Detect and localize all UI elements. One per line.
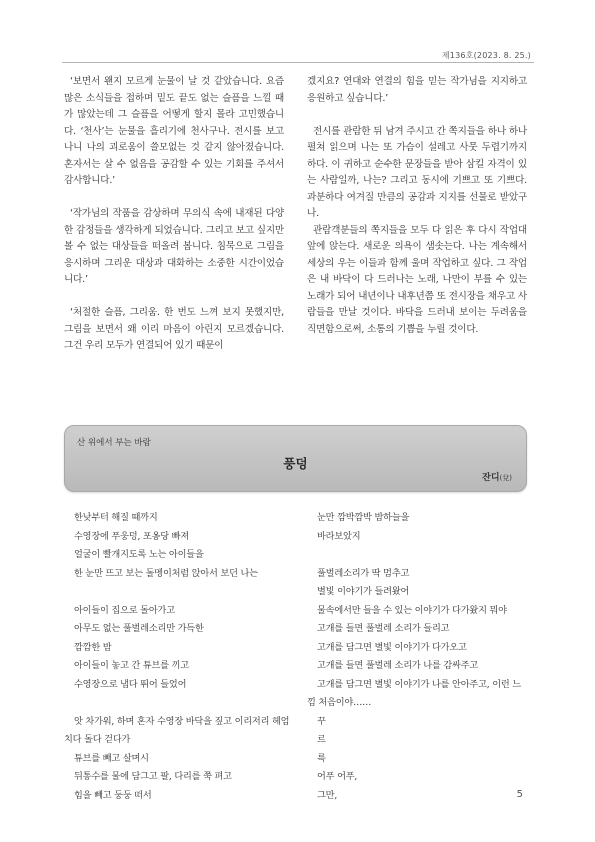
poem-author bbox=[482, 470, 512, 483]
poem-line: 수영장으로 냅다 뛰어 들었어 bbox=[74, 678, 187, 690]
essay-paragraph: 관람객분들의 쪽지들을 모두 다 읽은 후 다시 작업대 앞에 앉는다. 새로운 의욕이 샘솟는다. 나는 계속해서 세상의 우는 이들과 함께 울며 작업하고 싶다. 그 작업은 내 바닥이 다 드러나는 노래, 나만이 부를 수 있는 노래가 되어 내년이나 내후년쯤 또 전시장을 채우고 사람들을 만날 것이다. 바닥을 드러내 보이는 두려움을 직면함으로써, 소통의 기쁨을 누릴 것이다. bbox=[307, 224, 527, 335]
essay-right-column bbox=[307, 74, 527, 338]
essay-paragraph: ‘처절한 슬픔, 그리움. 한 번도 느껴 보지 못했지만, 그림을 보면서 왜 이리 마음이 아린지 모르겠습니다. 그건 우리 모두가 연결되어 있기 때문이 bbox=[64, 307, 284, 351]
essay-paragraph: 전시를 관람한 뒤 남겨 주시고 간 쪽지들을 하나 하나 펼쳐 읽으며 나는 또 가슴이 설레고 사뭇 두렵기까지 하다. 이 귀하고 순수한 문장들을 받아 삼킬 자격이 있는 사람일까, 나는? 그리고 동시에 기쁘고 또 기쁘다. 과분하다 여겨질 만큼의 공감과 지지를 선물로 받았구나. bbox=[307, 125, 527, 219]
poem-line: 한 눈만 뜨고 보는 돌멩이처럼 앉아서 보던 나는 bbox=[74, 567, 258, 579]
stanza-break bbox=[64, 694, 294, 713]
poem-line: 꾸 bbox=[317, 715, 326, 727]
poem-line: 아이들이 놓고 간 튜브를 끼고 bbox=[74, 660, 189, 671]
poem-line: 깜깜한 밤 bbox=[74, 641, 112, 653]
poem-line: 얼굴이 빨개지도록 노는 아이들을 bbox=[74, 549, 204, 560]
header-divider bbox=[62, 62, 534, 63]
essay-paragraph: ‘보면서 왠지 모르게 눈물이 날 것 같았습니다. 요즘 많은 소식들을 접하며 밑도 끝도 없는 슬픔을 느낄 때가 많았는데 그 슬픔을 어떻게 할지 몰라 고민했습니다. ‘천사’는 눈물을 흘리기에 천사구나. 전시를 보고 나니 나의 괴로움이 쓸모없는 것 같지 않아졌습니다. 혼자서는 살 수 없음을 공감할 수 있는 기회를 주셔서 감사합니다.’ bbox=[64, 76, 284, 186]
poem-title: 풍덩 bbox=[283, 456, 308, 471]
author-name: 잔디 bbox=[482, 473, 500, 483]
poem-right-column bbox=[307, 509, 529, 805]
poem-line: 물속에서만 들을 수 있는 이야기가 다가왔지 뭐야 bbox=[317, 604, 507, 616]
poem-line: 고개를 들면 풀벌레 소리가 나를 감싸주고 bbox=[317, 660, 479, 671]
poem-line: 르 bbox=[317, 734, 326, 745]
poem-line: 아무도 없는 풀벌레소리만 가득한 bbox=[74, 623, 204, 634]
poem-line: 튜브를 빼고 살며시 bbox=[74, 752, 149, 764]
poem-line: 앗 차가워, 하며 혼자 수영장 바닥을 짚고 이리저리 헤엄치다 돌다 걷다가 bbox=[64, 715, 290, 745]
poem-line: 아이들이 집으로 돌아가고 bbox=[74, 604, 175, 616]
stanza-break bbox=[307, 546, 529, 565]
poem-line: 한낮부터 해질 때까지 bbox=[74, 512, 158, 523]
poem-line: 고개를 담그면 별빛 이야기가 다가오고 bbox=[317, 641, 467, 653]
poem-line: 륵 bbox=[317, 752, 326, 764]
section-title: 산 위에서 부는 바람 bbox=[77, 438, 151, 448]
poem-line: 그만, bbox=[317, 789, 338, 801]
poem-line: 고개를 들면 풀벌레 소리가 들리고 bbox=[317, 623, 450, 634]
essay-paragraph: ‘작가님의 작품을 감상하며 무의식 속에 내재된 다양한 감정들을 생각하게 되었습니다. 그리고 보고 싶지만 볼 수 없는 대상들을 떠올려 봅니다. 침묵으로 그림을 응시하며 그리운 대상과 대화하는 소중한 시간이었습니다.’ bbox=[64, 208, 284, 285]
poem-line: 힘을 빼고 둥둥 떠서 bbox=[74, 789, 152, 801]
page-number: 5 bbox=[516, 789, 523, 800]
poem-line: 뒤통수를 물에 담그고 팔, 다리를 쭉 펴고 bbox=[74, 771, 232, 782]
essay-left-column bbox=[64, 74, 284, 355]
poem-line: 어푸 어푸, bbox=[317, 771, 358, 782]
poem-line: 고개를 담그면 별빛 이야기가 나를 안아주고, 이런 느낌 처음이야…… bbox=[307, 678, 521, 708]
poem-banner bbox=[64, 425, 527, 492]
issue-number: 제136호(2023. 8. 25.) bbox=[441, 51, 531, 60]
poem-line: 수영장에 푸웅덩, 포옹당 빠져 bbox=[74, 530, 189, 542]
poem-line: 바라보았지 bbox=[317, 530, 361, 542]
poem-line: 풀벌레소리가 딱 멈추고 bbox=[317, 567, 410, 579]
essay-paragraph: 겠지요? 연대와 연결의 힘을 믿는 작가님을 지지하고 응원하고 싶습니다.’ bbox=[307, 76, 527, 104]
poem-line: 별빛 이야기가 들려왔어 bbox=[317, 586, 410, 597]
poem-line: 눈만 깜박깜박 밤하늘을 bbox=[317, 512, 410, 523]
author-note: (兌) bbox=[499, 474, 512, 482]
poem-left-column bbox=[64, 509, 294, 805]
stanza-break bbox=[64, 583, 294, 602]
